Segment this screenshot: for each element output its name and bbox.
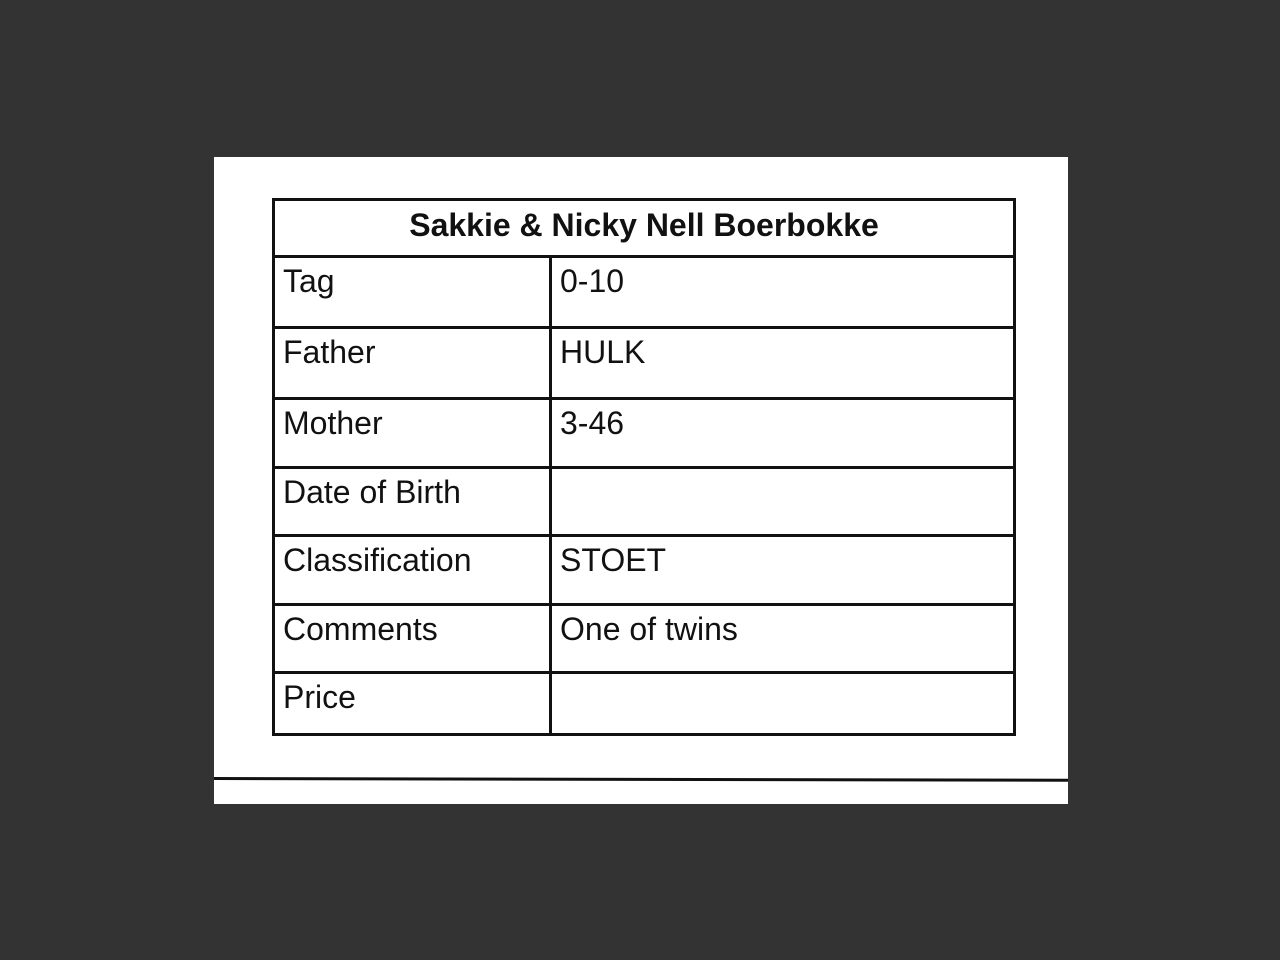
row-label-tag: Tag [274, 257, 551, 328]
row-value-price [551, 673, 1015, 735]
document-page [214, 157, 1068, 804]
table-row [274, 536, 1015, 605]
row-value-mother: 3-46 [551, 399, 1015, 468]
row-label-father: Father [274, 328, 551, 399]
divider-line [214, 777, 1068, 782]
row-label-date-of-birth: Date of Birth [274, 468, 551, 536]
row-label-mother: Mother [274, 399, 551, 468]
table-row [274, 605, 1015, 673]
table-title: Sakkie & Nicky Nell Boerbokke [274, 200, 1015, 257]
row-value-comments: One of twins [551, 605, 1015, 673]
table-row [274, 399, 1015, 468]
table-row [274, 468, 1015, 536]
row-value-classification: STOET [551, 536, 1015, 605]
animal-info-table [272, 198, 1016, 736]
row-label-price: Price [274, 673, 551, 735]
row-label-classification: Classification [274, 536, 551, 605]
table-row [274, 257, 1015, 328]
row-value-father: HULK [551, 328, 1015, 399]
table-row [274, 328, 1015, 399]
row-value-tag: 0-10 [551, 257, 1015, 328]
table-row [274, 673, 1015, 735]
row-value-date-of-birth [551, 468, 1015, 536]
row-label-comments: Comments [274, 605, 551, 673]
